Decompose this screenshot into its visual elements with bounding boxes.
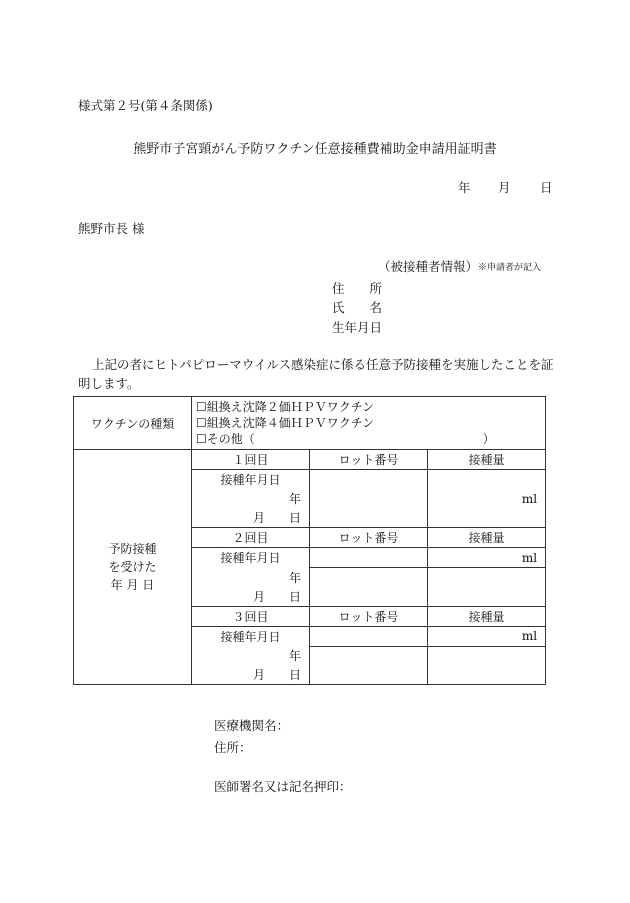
date-day-label: 日 xyxy=(540,180,553,195)
dose-3-lot-cell-a[interactable] xyxy=(310,626,428,646)
dose-2-year: 年 xyxy=(192,568,310,587)
dose-2-amount-cell[interactable] xyxy=(428,548,546,568)
lot-number-header: ロット番号 xyxy=(310,528,428,548)
dose-3-lot-cell-b[interactable] xyxy=(310,646,428,685)
patient-name-label: 氏 名 xyxy=(332,300,383,315)
dose-3-amount-cell[interactable] xyxy=(428,626,546,646)
date-year-label: 年 xyxy=(458,180,471,195)
dose-3-year: 年 xyxy=(192,646,310,665)
dose-2-unit: ml xyxy=(521,550,538,565)
dose-1-lot-cell[interactable] xyxy=(310,470,428,528)
form-number: 様式第２号(第４条関係) xyxy=(78,98,213,113)
dose-2-label: ２回目 xyxy=(192,528,310,548)
addressee: 熊野市長 様 xyxy=(78,221,145,236)
document-title: 熊野市子宮頸がん予防ワクチン任意接種費補助金申請用証明書 xyxy=(133,142,497,157)
dose-2-amount-cell-b[interactable] xyxy=(428,568,546,607)
dose-3-amount-cell-b[interactable] xyxy=(428,646,546,685)
clinic-name-label: 医療機関名： xyxy=(214,718,290,733)
vaccine-option-bivalent[interactable]: ☐組換え沈降２価ＨＰＶワクチン xyxy=(196,400,375,414)
lot-number-header: ロット番号 xyxy=(310,450,428,470)
dose-3-month-day: 月 日 xyxy=(192,665,310,685)
vaccine-option-other[interactable]: ☐その他（ ） xyxy=(196,432,495,446)
dose-amount-header: 接種量 xyxy=(428,450,546,470)
patient-info-heading: （被接種者情報） xyxy=(378,259,479,274)
dose-2-month-day: 月 日 xyxy=(192,587,310,607)
dose-2-lot-cell-b[interactable] xyxy=(310,568,428,607)
vaccine-type-label: ワクチンの種類 xyxy=(74,397,192,450)
patient-address-label: 住 所 xyxy=(332,281,383,296)
clinic-address-label: 住所： xyxy=(214,740,252,755)
dose-3-date-label: 接種年月日 xyxy=(192,626,310,646)
dose-1-label: １回目 xyxy=(192,450,310,470)
dose-1-year: 年 xyxy=(192,489,310,508)
dose-1-date-label: 接種年月日 xyxy=(192,470,310,490)
dose-2-date-label: 接種年月日 xyxy=(192,548,310,568)
vaccination-date-label: 予防接種 を受けた 年 月 日 xyxy=(74,450,192,685)
vaccine-option-quadrivalent[interactable]: ☐組換え沈降４価ＨＰＶワクチン xyxy=(196,416,375,430)
dose-2-lot-cell-a[interactable] xyxy=(310,548,428,568)
dose-1-amount-cell[interactable] xyxy=(428,470,546,528)
dose-1-header-row xyxy=(74,450,546,470)
vaccination-table xyxy=(73,396,546,685)
doctor-signature-label: 医師署名又は記名押印： xyxy=(214,779,352,794)
date-month-label: 月 xyxy=(498,180,511,195)
dose-3-unit: ml xyxy=(521,629,538,643)
patient-info-note: ※申請者が記入 xyxy=(478,263,542,273)
lot-number-header: ロット番号 xyxy=(310,606,428,626)
dose-1-unit: ml xyxy=(521,491,538,506)
dose-amount-header: 接種量 xyxy=(428,606,546,626)
vaccine-type-options xyxy=(192,397,546,450)
certification-text: 上記の者にヒトパピローマウイルス感染症に係る任意予防接種を実施したことを証明します。 xyxy=(78,357,554,391)
patient-birth-label: 生年月日 xyxy=(332,320,383,335)
dose-amount-header: 接種量 xyxy=(428,528,546,548)
dose-1-month-day: 月 日 xyxy=(192,508,310,528)
dose-3-label: ３回目 xyxy=(192,606,310,626)
vaccine-type-row xyxy=(74,397,546,450)
